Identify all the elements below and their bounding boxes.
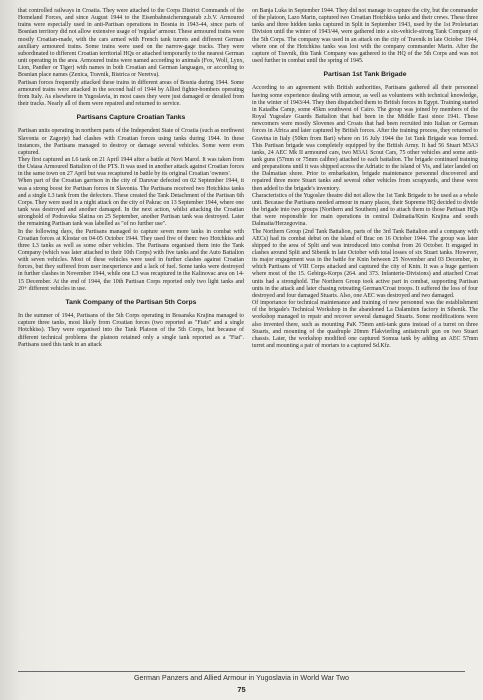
running-footer-title: German Panzers and Allied Armour in Yugoslavia in World War Two — [133, 673, 350, 682]
paragraph: In the summer of 1944, Partisans of the 5th Corps operating in Bosanska Krajina managed to capture three tanks, most likely from Croatian forces (two reported as "Fiats" and a single Hotchkiss). They were organised into the Tank Platoon of the 5th Corps, but because of different technical problems the platoon retained only a single tank reported as a "Fiat". Partisans used this tank in an attack — [18, 313, 244, 348]
paragraph: on Banja Luka in September 1944. They did not manage to capture the city, but the commander of the platoon, Lazo Marin, captured two Croatian Hotchkiss tanks and their crews. These three tanks and three hidden tanks captured in Split in September 1943, used by the 1st Proletarian Division until the winter of 1943/44, were gathered into a six-vehicle-strong Tank Company of the 5th Corps. The company was used in an attack on the city of Travnik in late October 1944, where one of the Hotchkiss tanks was lost with the company commander Marin. After the capture of Travnik, this Tank Company was gathered to the HQ of the 5th Corps and was not used further in combat until the spring of 1945. — [252, 8, 478, 65]
paragraph: They first captured an L6 tank on 21 April 1944 after a battle at Novi Marof. It was taken from the Ustasa Armoured Battalion of the PTS. It was used in another attack against Croatian forces in the same town on 27 April but was recaptured in battle by its original Croatian 'owners'. — [18, 156, 244, 178]
paragraph: Partisan forces frequently attacked these trains in different areas of Bosnia during 1944. Some armoured trains were attacked in the second half of 1944 by Allied fighter-bombers operating from Italy. As elsewhere in Yugoslavia, in most cases they were just damaged or derailed from their tracks. Nearly all of them were repaired and returned to service. — [18, 79, 244, 108]
paragraph: Of importance for technical maintenance and training of new personnel was the establishment of the brigade's Technical Workshop in the abandoned La Dalamtien factory in Sibenik. The workshop managed to repair and recover several damaged Stuarts. Some modifications were also invented there, such as mounting PaK 75mm anti-tank guns instead of a turret on three Stuarts, and mounting of the quadruple 20mm Flakvierling antiaircraft gun on two Stuart chassis. Later, the workshop modified one captured Somua tank by adding an AEC 57mm turret and mounting a pair of mortars to a captured Sd.Kfz. — [252, 300, 478, 350]
paragraph: According to an agreement with British authorities, Partisans gathered all their personnel having some experience dealing with armour, as well as volunteers with technical knowledge, in the winter of 1943/44. They then dispatched them to British forces in Egypt. Training started in Katadba Camp, some 45km southwest of Cairo. The group was joined by members of the Royal Yugoslav Guards Battalion that had been in the Middle East since 1941. These newcomers were mostly Slovenes and Croats that had been recruited into Italian or German forces in Africa and later captured by British forces. After the training process, they returned to Gravina in Italy (50km from Bari) where on 16 July 1944 the 1st Tank Brigade was formed. This Partisan brigade was completely equipped by the British Army. It had 56 Stuart M3A3 tanks, 24 AEC Mk II armoured cars, two M3A1 Scout Cars, 75 other vehicles and some anti-tank guns (57mm or 75mm calibre) attached to each battalion. The brigade continued training and preparations until it was shipped across the Adriatic to the island of Vis, and later landed on the Dalmatian shore. Prior to embarkation, brigade maintenance personnel discovered and repaired three more Stuart tanks and several other vehicles from scrapyards, and these were then added to the brigade's inventory. — [252, 85, 478, 192]
paragraph: Partisan units operating in northern parts of the Independent State of Croatia (such as northwest Slavonia or Zagorje) had clashes with Croatian forces using tanks during 1944. In these instances, the Partisans managed to destroy or damage several vehicles. Some were even captured. — [18, 128, 244, 156]
right-column — [252, 8, 478, 350]
left-column — [18, 8, 244, 349]
paragraph: In the following days, the Partisans managed to capture seven more tanks in combat with Croatian forces at Klostar on 04-05 October 1944. They used five of them: two Hotchkiss and three L3 tanks as well as some other vehicles. The Partisans organised them into the Tank Company (which was later attached to their 10th Corps) with five tanks and the Auto Battalion with seven vehicles. Most of these vehicles were used in further clashes against Croatian forces, but they suffered from user inexperience and a lack of fuel. Some tanks were destroyed in further clashes in November 1944, while one L3 was recaptured in the Kalinovac area on 14-15 December. At the end of 1944, the 10th Partisan Corps reported only two light tanks and 20+ different vehicles in use. — [18, 228, 244, 292]
paragraph: When part of the Croatian garrison in the city of Daruvar defected on 02 September 1944, it was a strong boost for Partisan forces in Slavonia. The Partisans received two Hotchkiss tanks and a single L3 tank from the defectors. These created the Tank Detachment of the Partisan 6th Corps. They were used in a night attack on the city of Pakrac on 13 September 1944, where one tank was destroyed and another damaged. In the next action, whilst attacking the Croatian stronghold of Podravska Slatina on 25 September, another Partisan tank was destroyed. Later the remaining Partisan tank was labelled as "of no further use". — [18, 178, 244, 228]
footer-divider — [18, 671, 465, 672]
section-heading: Tank Company of the Partisan 5th Corps — [65, 298, 197, 306]
paragraph: that controlled railways in Croatia. They were attached to the Corps District Commands of the Homeland Forces, and since August 1944 to the Eisenbahnsicherungsstab z.b.V. Armoured trains were especially used in anti-Partisan operations in Bosnia in 1943-44, since parts of Bosnian territory did not allow extensive usage of 'regular' armour. These armoured trains were mostly Croatian-made, with the cars armed with French tank turrets and different German auxiliary armoured trains. Some trains were used on the narrow-gage tracks. They were subordinated to different Croatian territorial HQs or attached temporarily to the nearest German unit operating in the area. Armoured trains were named according to animals (Fox, Wolf, Lynx, Lion, Panther or Tiger) with names in both Croatian and German languages, or according to Bosnian place names (Zenica, Travnik, Bistrica or Neretva). — [18, 8, 244, 79]
section-heading: Partisan 1st Tank Brigade — [323, 71, 407, 79]
paragraph: Characteristics of the Yugoslav theatre did not allow the 1st Tank Brigade to be used as a whole unit. Because the Partisans needed armour in many places, their Supreme HQ decided to divide the brigade into two groups (Northern and Southern) and to attach them to those Partisan HQs that were responsible for main operations in central Dalmatia/Knin Krajina and south Dalmatia/Herzegovina. — [252, 192, 478, 228]
page-number: 75 — [237, 685, 246, 694]
paragraph: The Northern Group (2nd Tank Battalion, parts of the 3rd Tank Battalion and a company with AECs) had its combat debut on the island of Brac on 16 October 1944. The group was later shipped to the area of Split and was introduced into combat from 26 October. It engaged in clashes around Split and Sibenik in late October with total losses of six Stuart tanks. However, its major engagement was in the battle for Knin between 25 November and 03 December, in which Partisans of VIII Corps attacked and captured the city of Knin. It was a huge garrison where most of the 15. Gebirgs-Korps (264. and 373. Infanterie-Divisions) and attached Croat units had a stronghold. The Northern Group took active part in combat, supporting Partisan units in the attack and later chasing retreating German/Croat troops. It suffered the loss of four destroyed and four damaged Stuarts. Also, one AEC was destroyed and two damaged. — [252, 228, 478, 299]
section-heading: Partisans Capture Croatian Tanks — [76, 114, 186, 122]
